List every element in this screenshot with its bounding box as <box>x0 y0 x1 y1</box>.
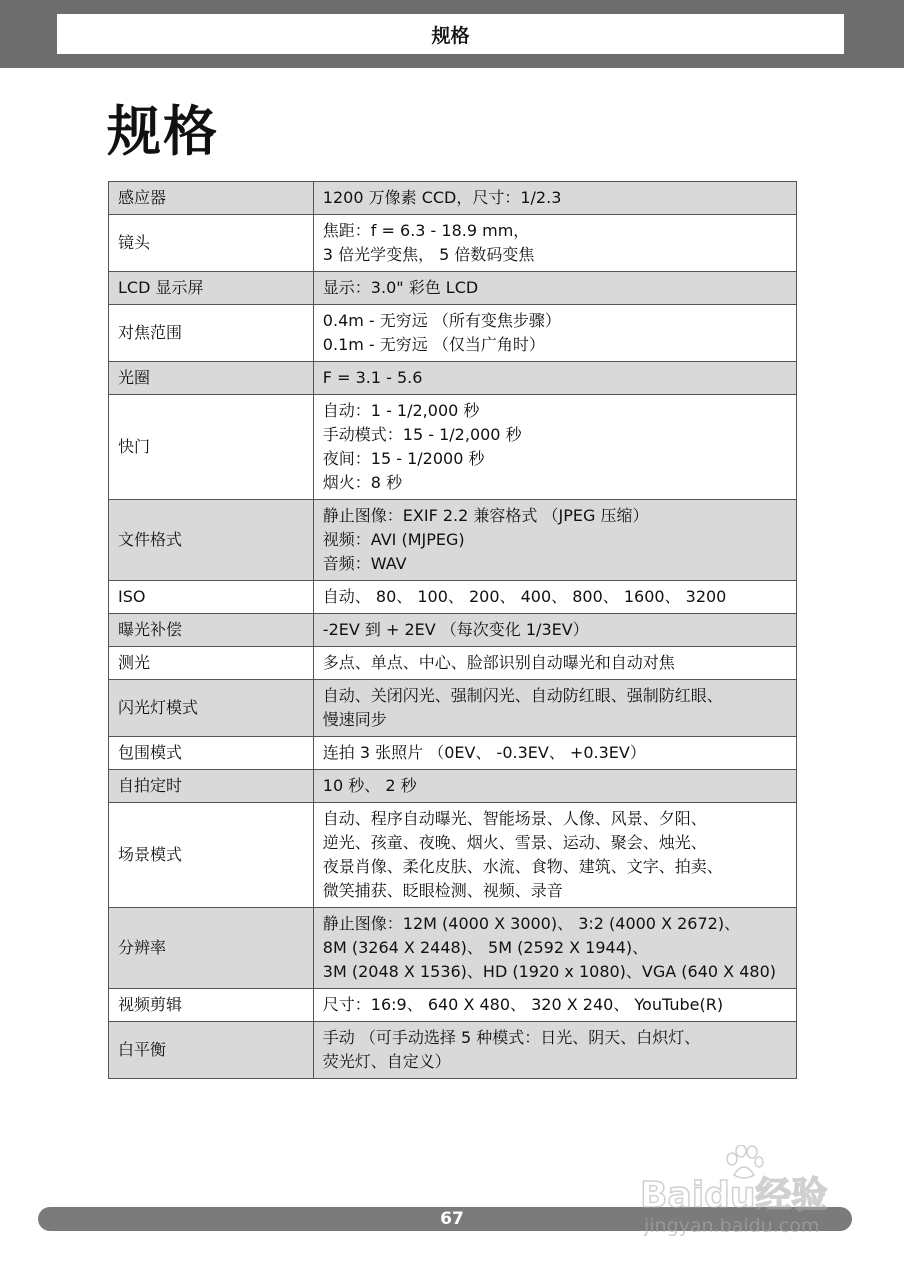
spec-label: 镜头 <box>109 215 314 272</box>
spec-row <box>109 770 797 803</box>
spec-value-line: 逆光、孩童、夜晚、烟火、雪景、运动、聚会、烛光、 <box>322 833 707 852</box>
spec-value <box>313 305 796 362</box>
spec-value <box>313 272 796 305</box>
spec-row <box>109 908 797 989</box>
spec-row <box>109 737 797 770</box>
spec-value <box>313 395 796 500</box>
spec-value-line: 手动模式：15 - 1/2,000 秒 <box>322 425 522 444</box>
spec-label: 场景模式 <box>109 803 314 908</box>
spec-label: 文件格式 <box>109 500 314 581</box>
paw-icon <box>724 1145 764 1181</box>
spec-label: 测光 <box>109 647 314 680</box>
spec-row <box>109 581 797 614</box>
spec-value <box>313 803 796 908</box>
spec-value-line: 自动：1 - 1/2,000 秒 <box>322 401 480 420</box>
spec-value-line: 自动、关闭闪光、强制闪光、自动防红眼、强制防红眼、 <box>322 686 723 705</box>
spec-value-line: 3 倍光学变焦， 5 倍数码变焦 <box>322 245 535 264</box>
spec-label: LCD 显示屏 <box>109 272 314 305</box>
spec-row <box>109 1022 797 1079</box>
spec-value-line: -2EV 到 + 2EV （每次变化 1/3EV） <box>322 620 589 639</box>
spec-value <box>313 182 796 215</box>
spec-row <box>109 182 797 215</box>
spec-row <box>109 647 797 680</box>
spec-value-line: 静止图像：12M (4000 X 3000)、 3:2 (4000 X 2672)、 <box>322 914 741 933</box>
spec-label: 曝光补偿 <box>109 614 314 647</box>
spec-label: 包围模式 <box>109 737 314 770</box>
spec-label: 闪光灯模式 <box>109 680 314 737</box>
spec-label: 白平衡 <box>109 1022 314 1079</box>
spec-value-line: 0.4m - 无穷远 （所有变焦步骤） <box>322 311 561 330</box>
running-header <box>57 14 844 54</box>
watermark-url: jingyan.baidu.com <box>644 1215 820 1237</box>
spec-label: 对焦范围 <box>109 305 314 362</box>
spec-label: 分辨率 <box>109 908 314 989</box>
spec-value-line: 0.1m - 无穷远 （仅当广角时） <box>322 335 545 354</box>
spec-label: 快门 <box>109 395 314 500</box>
spec-value-line: 尺寸：16:9、 640 X 480、 320 X 240、 YouTube(R) <box>322 995 724 1014</box>
spec-value-line: F = 3.1 - 5.6 <box>322 368 423 387</box>
spec-row <box>109 305 797 362</box>
spec-value-line: 慢速同步 <box>322 710 387 729</box>
spec-value <box>313 500 796 581</box>
spec-label: 光圈 <box>109 362 314 395</box>
spec-value-line: 多点、单点、中心、脸部识别自动曝光和自动对焦 <box>322 653 675 672</box>
spec-row <box>109 395 797 500</box>
spec-label: ISO <box>109 581 314 614</box>
spec-row <box>109 680 797 737</box>
spec-label: 视频剪辑 <box>109 989 314 1022</box>
spec-value-line: 音频：WAV <box>322 554 407 573</box>
spec-value-line: 1200 万像素 CCD，尺寸：1/2.3 <box>322 188 562 207</box>
spec-value <box>313 362 796 395</box>
spec-row <box>109 989 797 1022</box>
spec-value-line: 焦距：f = 6.3 - 18.9 mm， <box>322 221 530 240</box>
spec-label: 自拍定时 <box>109 770 314 803</box>
spec-value <box>313 1022 796 1079</box>
spec-row <box>109 215 797 272</box>
spec-value-line: 夜景肖像、柔化皮肤、水流、食物、建筑、文字、拍卖、 <box>322 857 723 876</box>
spec-row <box>109 803 797 908</box>
spec-row <box>109 362 797 395</box>
spec-value <box>313 647 796 680</box>
spec-value-line: 静止图像：EXIF 2.2 兼容格式 （JPEG 压缩） <box>322 506 649 525</box>
spec-value-line: 显示：3.0" 彩色 LCD <box>322 278 479 297</box>
spec-value-line: 连拍 3 张照片 （0EV、 -0.3EV、 +0.3EV） <box>322 743 646 762</box>
spec-value <box>313 989 796 1022</box>
watermark-brand: Baidu经验 <box>640 1175 828 1216</box>
spec-value-line: 自动、 80、 100、 200、 400、 800、 1600、 3200 <box>322 587 727 606</box>
spec-table <box>108 181 797 1079</box>
page-number: 67 <box>440 1209 464 1229</box>
spec-value-line: 自动、程序自动曝光、智能场景、人像、风景、夕阳、 <box>322 809 707 828</box>
spec-value <box>313 908 796 989</box>
spec-value <box>313 614 796 647</box>
spec-value-line: 视频：AVI (MJPEG) <box>322 530 465 549</box>
spec-value-line: 10 秒、 2 秒 <box>322 776 417 795</box>
running-header-title: 规格 <box>431 24 470 47</box>
spec-value <box>313 581 796 614</box>
page-title: 规格 <box>107 100 219 163</box>
spec-value <box>313 215 796 272</box>
spec-value-line: 荧光灯、自定义） <box>322 1052 451 1071</box>
spec-value-line: 微笑捕获、眨眼检测、视频、录音 <box>322 881 563 900</box>
spec-value-line: 3M (2048 X 1536)、HD (1920 x 1080)、VGA (640 X 480) <box>322 962 776 981</box>
spec-label: 感应器 <box>109 182 314 215</box>
spec-value <box>313 770 796 803</box>
spec-row <box>109 272 797 305</box>
spec-value-line: 夜间：15 - 1/2000 秒 <box>322 449 485 468</box>
spec-value-line: 8M (3264 X 2448)、 5M (2592 X 1944)、 <box>322 938 649 957</box>
spec-value-line: 手动 （可手动选择 5 种模式：日光、阴天、白炽灯、 <box>322 1028 701 1047</box>
spec-value <box>313 737 796 770</box>
spec-value-line: 烟火：8 秒 <box>322 473 403 492</box>
spec-value <box>313 680 796 737</box>
spec-row <box>109 614 797 647</box>
spec-row <box>109 500 797 581</box>
